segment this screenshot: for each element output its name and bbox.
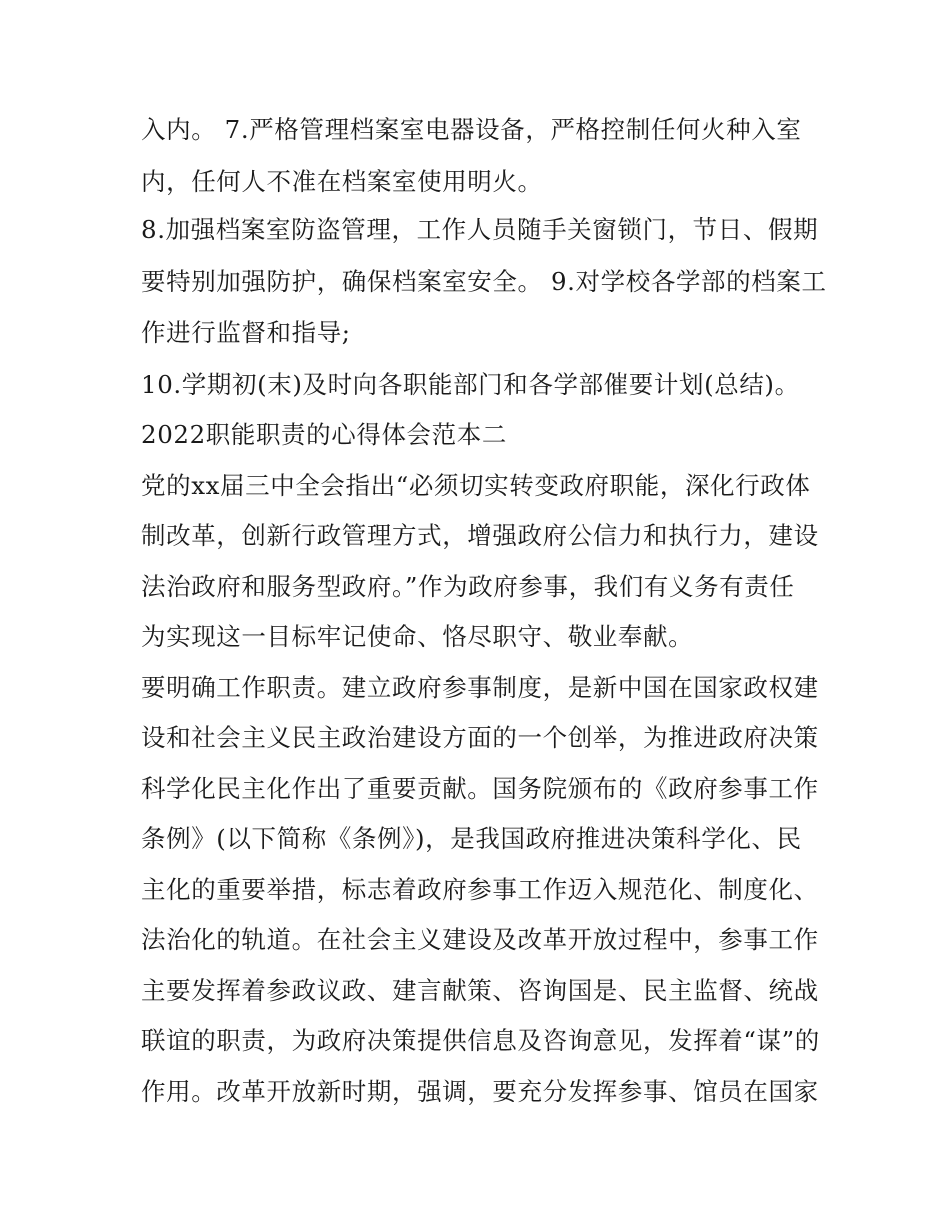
text-line: 法治政府和服务型政府。”作为政府参事，我们有义务有责任: [141, 572, 795, 601]
text-line: 要特别加强防护，确保档案室安全。 9.对学校各学部的档案工: [141, 267, 827, 296]
text-line: 条例》(以下简称《条例》)，是我国政府推进决策科学化、民: [141, 824, 802, 853]
text-line: 制改革，创新行政管理方式，增强政府公信力和执行力，建设: [141, 521, 819, 550]
text-line: 作用。改革开放新时期，强调，要充分发挥参事、馆员在国家: [141, 1077, 819, 1106]
text-line: 法治化的轨道。在社会主义建设及改革开放过程中，参事工作: [141, 925, 819, 954]
text-line: 主化的重要举措，标志着政府参事工作迈入规范化、制度化、: [141, 875, 819, 904]
text-line: 设和社会主义民主政治建设方面的一个创举，为推进政府决策: [141, 723, 819, 752]
text-line: 内，任何人不准在档案室使用明火。: [141, 167, 543, 196]
text-line: 入内。 7.严格管理档案室电器设备，严格控制任何火种入室: [141, 115, 802, 144]
text-line: 10.学期初(末)及时向各职能部门和各学部催要计划(总结)。: [141, 370, 800, 399]
text-line: 作进行监督和指导;: [141, 318, 351, 347]
text-line: 要明确工作职责。建立政府参事制度，是新中国在国家政权建: [141, 673, 819, 702]
text-line: 联谊的职责，为政府决策提供信息及咨询意见，发挥着“谋”的: [141, 1026, 820, 1055]
section-heading: 2022职能职责的心得体会范本二: [141, 420, 507, 449]
text-line: 党的xx届三中全会指出“必须切实转变政府职能，深化行政体: [141, 471, 811, 500]
text-line: 科学化民主化作出了重要贡献。国务院颁布的《政府参事工作: [141, 774, 819, 803]
text-line: 8.加强档案室防盗管理，工作人员随手关窗锁门，节日、假期: [141, 215, 819, 244]
text-line: 主要发挥着参政议政、建言献策、咨询国是、民主监督、统战: [141, 976, 819, 1005]
text-line: 为实现这一目标牢记使命、恪尽职守、敬业奉献。: [141, 622, 694, 651]
